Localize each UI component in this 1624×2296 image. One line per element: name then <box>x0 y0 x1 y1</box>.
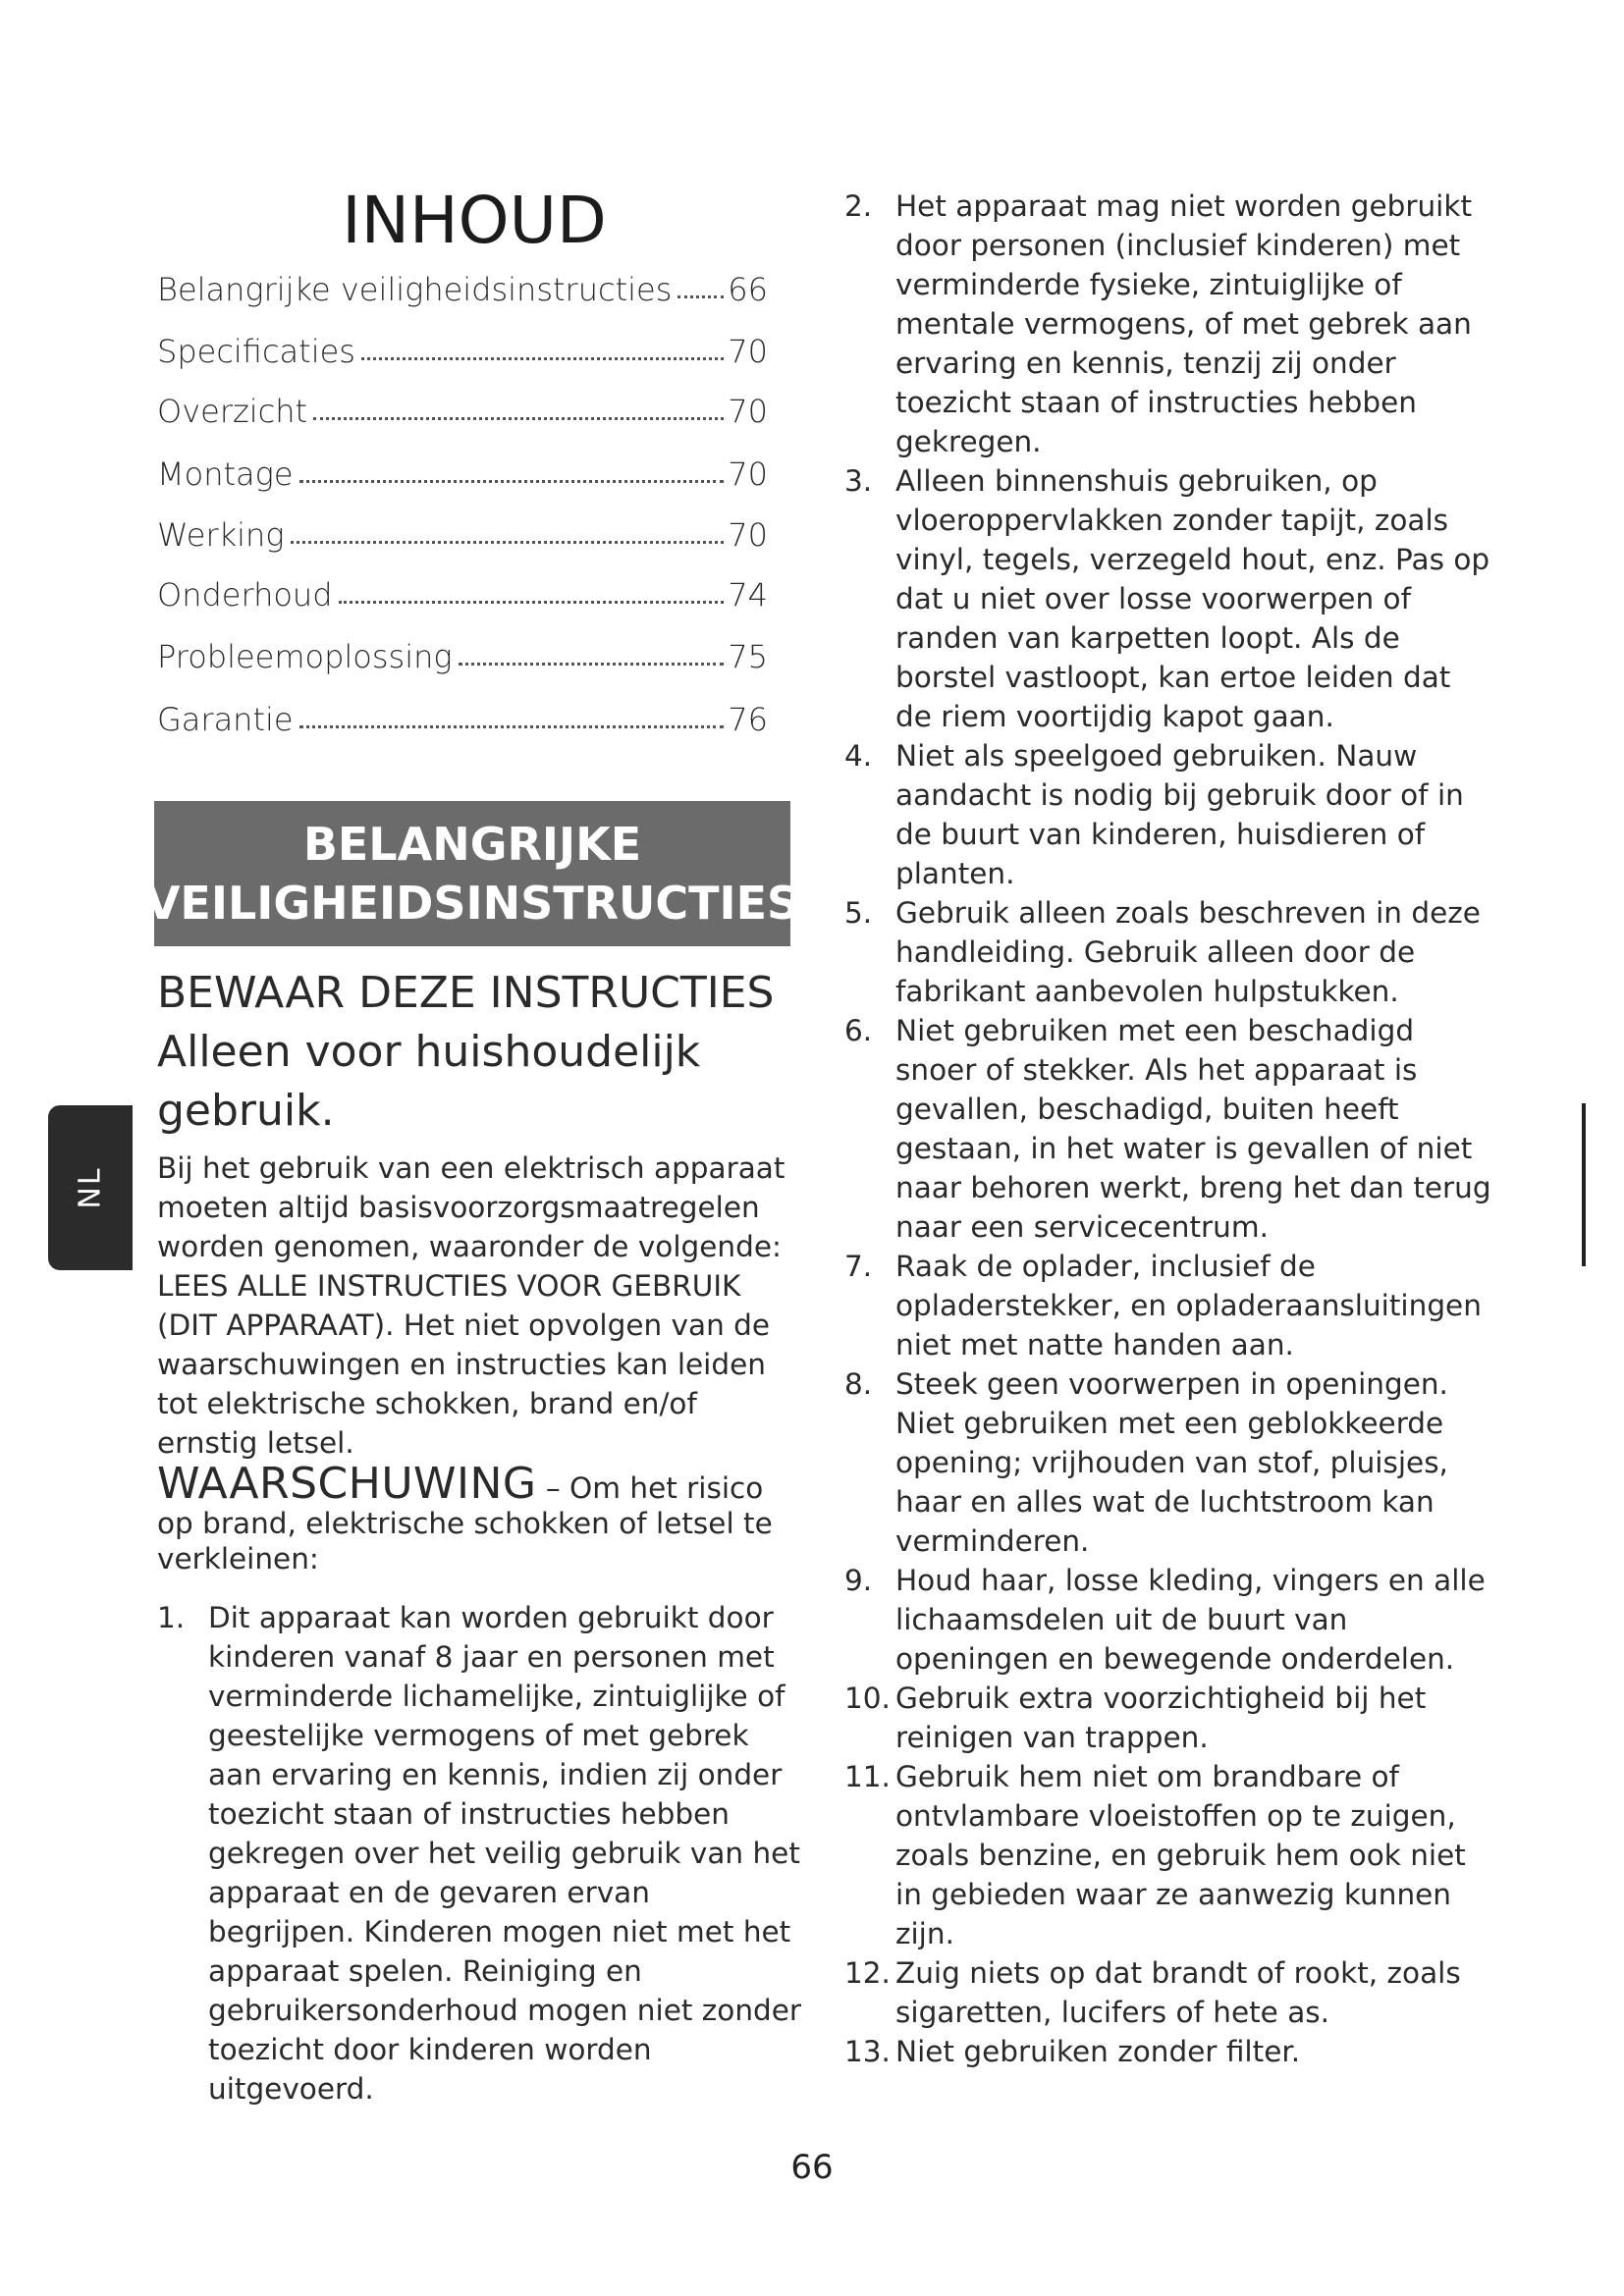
item-number: 8. <box>844 1367 873 1401</box>
safety-list-right <box>844 187 1492 2071</box>
warning-paragraph <box>157 1459 805 1576</box>
banner-line-1: BELANGRIJKE <box>302 818 642 871</box>
language-tab <box>48 1105 133 1270</box>
toc-entry-label: Probleemoplossing <box>157 638 453 675</box>
safety-item <box>844 1561 1492 1679</box>
item-number: 6. <box>844 1014 873 1047</box>
toc-entry-label: Overzicht <box>157 393 308 430</box>
toc-leader-dots <box>313 417 724 420</box>
item-text: Niet gebruiken met een beschadigd snoer of stekker. Als het apparaat is gevallen, beschadigd, buiten heeft gestaan, in het water is gevallen of niet naar behoren werkt, breng het dan terug naar een servicecentrum. <box>895 1014 1491 1244</box>
item-number: 11. <box>844 1760 891 1793</box>
toc-entry <box>157 265 768 308</box>
safety-item <box>844 1953 1492 2032</box>
toc-entry <box>157 387 768 430</box>
item-text: Alleen binnenshuis gebruiken, op vloeroppervlakken zonder tapijt, zoals vinyl, tegels, verzegeld hout, enz. Pas op dat u niet over losse voorwerpen of randen van karpetten loopt. Als de borstel vastloopt, kan ertoe leiden dat de riem voortijdig kapot gaan. <box>895 464 1490 733</box>
item-number: 1. <box>157 1601 186 1634</box>
item-number: 10. <box>844 1682 891 1715</box>
item-number: 5. <box>844 896 873 930</box>
item-text: Steek geen voorwerpen in openingen. Niet gebruiken met een geblokkeerde opening; vrijhouden van stof, pluisjes, haar en alles wat de luchtstroom kan verminderen. <box>895 1367 1448 1558</box>
toc-entry <box>157 327 768 370</box>
toc-entry-page: 75 <box>728 638 768 675</box>
page-edge-marker <box>1582 1103 1586 1266</box>
safety-item <box>844 893 1492 1011</box>
item-number: 2. <box>844 189 873 223</box>
item-text: Gebruik alleen zoals beschreven in deze handleiding. Gebruik alleen door de fabrikant aanbevolen hulpstukken. <box>895 896 1481 1008</box>
item-text: Zuig niets op dat brandt of rookt, zoals sigaretten, lucifers of hete as. <box>895 1956 1461 2029</box>
toc-entry <box>157 510 768 554</box>
toc-leader-dots <box>299 480 725 483</box>
item-number: 3. <box>844 464 873 498</box>
safety-item <box>844 2032 1492 2071</box>
warning-text: – Om het risico op brand, elektrische schokken of letsel te verkleinen: <box>157 1471 773 1575</box>
item-text: Niet als speelgoed gebruiken. Nauw aandacht is nodig bij gebruik door of in de buurt van kinderen, huisdieren of planten. <box>895 739 1464 890</box>
toc-entry-page: 70 <box>728 333 768 370</box>
item-number: 4. <box>844 739 873 773</box>
toc-leader-dots <box>459 663 725 666</box>
toc-leader-dots <box>291 541 725 544</box>
item-text: Niet gebruiken zonder filter. <box>895 2035 1301 2068</box>
item-number: 12. <box>844 1956 891 1990</box>
toc-entry-label: Montage <box>157 455 294 493</box>
item-text: Gebruik extra voorzichtigheid bij het reinigen van trappen. <box>895 1682 1427 1754</box>
toc-entry <box>157 570 768 614</box>
toc-entry-label: Specificaties <box>157 333 355 370</box>
toc-entry-page: 74 <box>728 576 768 614</box>
keep-instructions-heading: BEWAAR DEZE INSTRUCTIES <box>157 968 775 1018</box>
section-banner <box>144 801 800 946</box>
safety-item <box>844 1757 1492 1953</box>
item-number: 7. <box>844 1250 873 1283</box>
household-use-heading: Alleen voor huishoudelijk gebruik. <box>157 1027 701 1136</box>
toc-entry <box>157 450 768 493</box>
toc-entry-page: 76 <box>728 701 768 738</box>
item-number: 13. <box>844 2035 891 2068</box>
banner-line-2: VEILIGHEIDSINSTRUCTIES <box>144 877 800 930</box>
item-number: 9. <box>844 1564 873 1597</box>
toc-leader-dots <box>361 357 724 360</box>
toc-title: INHOUD <box>342 183 607 258</box>
page-number: 66 <box>790 2148 834 2187</box>
toc-entry-label: Garantie <box>157 701 294 738</box>
safety-list-left <box>157 1598 805 2109</box>
toc-entry-page: 70 <box>728 393 768 430</box>
toc-leader-dots <box>339 601 725 604</box>
safety-item <box>844 1011 1492 1247</box>
safety-item <box>844 1247 1492 1364</box>
item-text: Het apparaat mag niet worden gebruikt door personen (inclusief kinderen) met verminderde fysieke, zintuiglijke of mentale vermogens, of met gebrek aan ervaring en kennis, tenzij zij onder toezicht staan of instructies hebben gekregen. <box>895 189 1473 458</box>
toc-entry <box>157 695 768 738</box>
language-tab-label: NL <box>73 1166 108 1209</box>
toc-leader-dots <box>299 725 725 728</box>
safety-item <box>844 1679 1492 1757</box>
safety-item <box>844 1364 1492 1561</box>
toc-entry <box>157 632 768 675</box>
toc-entry-page: 66 <box>728 271 768 308</box>
toc-entry-label: Onderhoud <box>157 576 333 614</box>
warning-label: WAARSCHUWING <box>157 1459 537 1509</box>
item-text: Houd haar, losse kleding, vingers en alle lichaamsdelen uit de buurt van openingen en bewegende onderdelen. <box>895 1564 1486 1676</box>
safety-item <box>844 736 1492 893</box>
safety-item <box>844 187 1492 461</box>
item-text: Dit apparaat kan worden gebruikt door kinderen vanaf 8 jaar en personen met verminderde lichamelijke, zintuiglijke of geestelijke vermogens of met gebrek aan ervaring en kennis, indien zij onder toezicht staan of instructies hebben gekregen over het veilig gebruik van het apparaat en de gevaren ervan begrijpen. Kinderen mogen niet met het apparaat spelen. Reiniging en gebruikersonderhoud mogen niet zonder toezicht door kinderen worden uitgevoerd. <box>208 1601 802 2106</box>
toc-entry-page: 70 <box>728 455 768 493</box>
item-text: Gebruik hem niet om brandbare of ontvlambare vloeistoffen op te zuigen, zoals benzine, en gebruik hem ook niet in gebieden waar ze aanwezig kunnen zijn. <box>895 1760 1466 1950</box>
toc-entry-label: Werking <box>157 516 285 554</box>
item-text: Raak de oplader, inclusief de opladerstekker, en opladeraansluitingen niet met natte handen aan. <box>895 1250 1482 1362</box>
safety-item <box>844 461 1492 736</box>
toc-leader-dots <box>677 295 724 298</box>
intro-paragraph: Bij het gebruik van een elektrisch apparaat moeten altijd basisvoorzorgsmaatregelen worden genomen, waaronder de volgende: LEES ALLE INSTRUCTIES VOOR GEBRUIK (DIT APPARAAT). Het niet opvolgen van de waarschuwingen en instructies kan leiden tot elektrische schokken, brand en/of ernstig letsel. <box>157 1151 785 1460</box>
toc-entry-page: 70 <box>728 516 768 554</box>
safety-item <box>157 1598 805 2109</box>
toc-entry-label: Belangrijke veiligheidsinstructies <box>157 271 673 308</box>
